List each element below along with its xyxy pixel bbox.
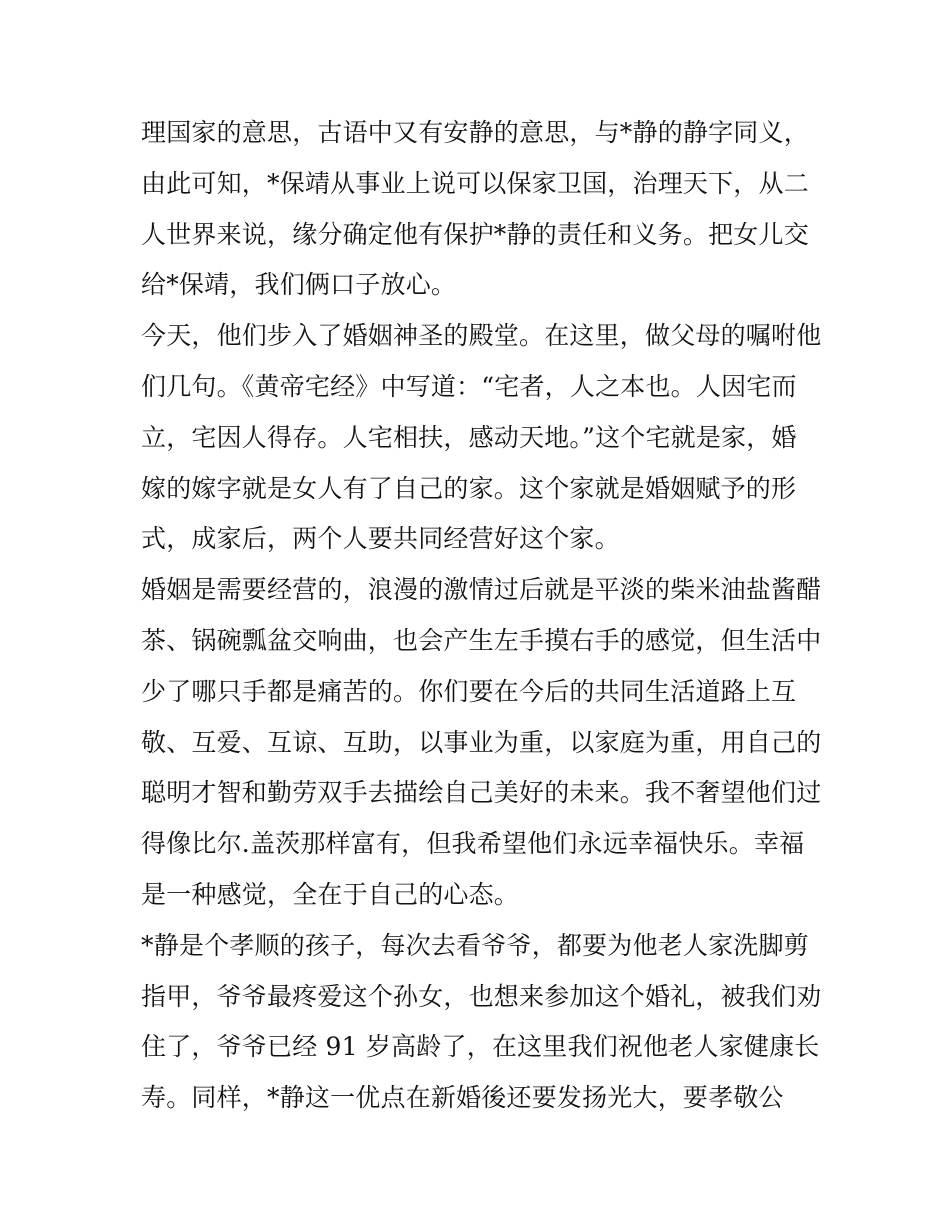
text-line: 由此可知，*保靖从事业上说可以保家卫国，治理天下，从二 bbox=[141, 168, 809, 198]
body-text bbox=[141, 108, 831, 1124]
text-line: 指甲，爷爷最疼爱这个孙女，也想来参加这个婚礼，被我们劝 bbox=[141, 981, 822, 1011]
text-line: 得像比尔.盖茨那样富有，但我希望他们永远幸福快乐。幸福 bbox=[141, 829, 805, 859]
text-line: 理国家的意思，古语中又有安静的意思，与*静的静字同义， bbox=[141, 118, 809, 147]
text-line: 给*保靖，我们俩口子放心。 bbox=[141, 270, 457, 300]
text-line: 聪明才智和勤劳双手去描绘自己美好的未来。我不奢望他们过 bbox=[141, 778, 822, 808]
text-line: 人世界来说，缘分确定他有保护*静的责任和义务。把女儿交 bbox=[141, 219, 809, 249]
text-line: 寿。同样，*静这一优点在新婚後还要发扬光大，要孝敬公 bbox=[141, 1083, 784, 1113]
text-line: 今天，他们步入了婚姻神圣的殿堂。在这里，做父母的嘱咐他 bbox=[141, 321, 822, 351]
text-line: 是一种感觉，全在于自己的心态。 bbox=[141, 879, 520, 909]
text-line: 敬、互爱、互谅、互助，以事业为重，以家庭为重，用自己的 bbox=[141, 727, 822, 757]
text-line: 茶、锅碗瓢盆交响曲，也会产生左手摸右手的感觉，但生活中 bbox=[141, 625, 822, 655]
text-line: *静是个孝顺的孩子，每次去看爷爷，都要为他老人家洗脚剪 bbox=[141, 930, 809, 960]
text-line: 式，成家后，两个人要共同经营好这个家。 bbox=[141, 524, 620, 554]
text-line: 们几句。《黄帝宅经》中写道：“宅者，人之本也。人因宅而 bbox=[141, 371, 797, 401]
text-line: 婚姻是需要经营的，浪漫的激情过后就是平淡的柴米油盐酱醋 bbox=[141, 575, 822, 605]
text-line: 住了，爷爷已经 91 岁高龄了，在这里我们祝他老人家健康长 bbox=[141, 1032, 820, 1062]
text-line: 嫁的嫁字就是女人有了自己的家。这个家就是婚姻赋予的形 bbox=[141, 473, 797, 503]
text-line: 立，宅因人得存。人宅相扶，感动天地。”这个宅就是家，婚 bbox=[141, 422, 797, 452]
text-line: 少了哪只手都是痛苦的。你们要在今后的共同生活道路上互 bbox=[141, 676, 797, 706]
